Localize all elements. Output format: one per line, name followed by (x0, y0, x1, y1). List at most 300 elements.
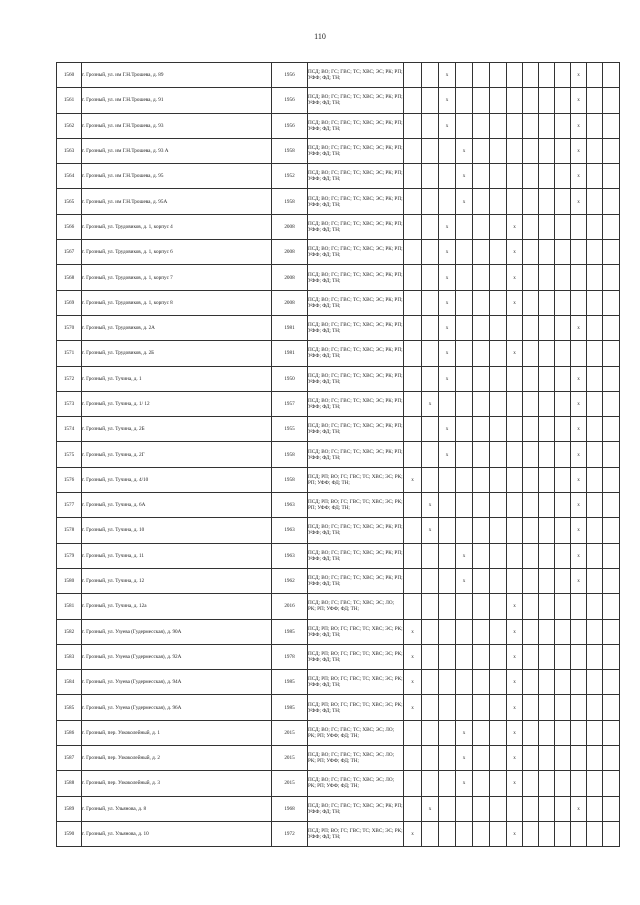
address-cell: г. Грозный, ул. им Г.Н.Трошева, д. 93 А (82, 138, 272, 163)
mark-cell (404, 417, 422, 442)
mark-cell (490, 214, 507, 239)
mark-cell (473, 391, 490, 416)
mark-cell (523, 138, 539, 163)
mark-cell (473, 214, 490, 239)
mark-cell (523, 88, 539, 113)
mark-cell (587, 594, 603, 619)
year-cell: 1962 (272, 568, 308, 593)
mark-cell: x (456, 164, 473, 189)
mark-cell (422, 695, 439, 720)
mark-cell (439, 771, 456, 796)
mark-cell (456, 442, 473, 467)
mark-cell (587, 644, 603, 669)
address-cell: г. Грозный, ул. Тучина, д. 2Г (82, 442, 272, 467)
row-number: 1581 (57, 594, 82, 619)
mark-cell (603, 467, 620, 492)
row-number: 1570 (57, 315, 82, 340)
mark-cell (422, 619, 439, 644)
mark-cell (539, 366, 555, 391)
mark-cell (507, 391, 523, 416)
mark-cell (523, 796, 539, 821)
year-cell: 1955 (272, 417, 308, 442)
services-cell: ПСД; ВО; ГС; ГВС; ТС; ХВС; ЭС; РК; РП; УФФ; ФД; ТН; (308, 315, 404, 340)
table-row (57, 391, 620, 416)
table-row (57, 341, 620, 366)
mark-cell (587, 391, 603, 416)
mark-cell (571, 771, 587, 796)
year-cell: 1958 (272, 467, 308, 492)
year-cell: 2008 (272, 290, 308, 315)
mark-cell (422, 720, 439, 745)
row-number: 1560 (57, 63, 82, 88)
table-row (57, 720, 620, 745)
mark-cell: x (439, 265, 456, 290)
table-row (57, 543, 620, 568)
mark-cell (439, 746, 456, 771)
mark-cell (473, 493, 490, 518)
mark-cell (422, 265, 439, 290)
services-cell: ПСД; РП; ВО; ГС; ГВС; ТС; ХВС; ЭС; РК; УФФ; ФД; ТН; (308, 821, 404, 846)
mark-cell (587, 341, 603, 366)
mark-cell (571, 594, 587, 619)
mark-cell: x (571, 63, 587, 88)
services-cell: ПСД; ВО; ГС; ГВС; ТС; ХВС; ЭС; РК; РП; УФФ; ФД; ТН; (308, 417, 404, 442)
mark-cell (456, 366, 473, 391)
table-row (57, 568, 620, 593)
mark-cell (439, 796, 456, 821)
mark-cell (571, 240, 587, 265)
mark-cell (523, 63, 539, 88)
mark-cell (404, 240, 422, 265)
services-cell: ПСД; ВО; ГС; ГВС; ТС; ХВС; ЭС; ЛО; РК; РП; УФФ; ФД; ТН; (308, 594, 404, 619)
mark-cell (473, 442, 490, 467)
mark-cell (473, 113, 490, 138)
mark-cell (404, 290, 422, 315)
mark-cell (456, 290, 473, 315)
mark-cell (404, 442, 422, 467)
mark-cell (490, 391, 507, 416)
mark-cell (603, 341, 620, 366)
row-number: 1564 (57, 164, 82, 189)
mark-cell (507, 63, 523, 88)
mark-cell (555, 821, 571, 846)
table-row (57, 467, 620, 492)
mark-cell (507, 138, 523, 163)
address-cell: г. Грозный, ул. Тучина, д. 1/ 12 (82, 391, 272, 416)
mark-cell (571, 341, 587, 366)
mark-cell (422, 138, 439, 163)
mark-cell: x (571, 543, 587, 568)
mark-cell (539, 720, 555, 745)
mark-cell (523, 695, 539, 720)
mark-cell (404, 138, 422, 163)
services-cell: ПСД; ВО; ГС; ГВС; ТС; ХВС; ЭС; ЛО; РК; РП; УФФ; ФД; ТН; (308, 771, 404, 796)
mark-cell: x (456, 720, 473, 745)
mark-cell (473, 594, 490, 619)
mark-cell: x (507, 265, 523, 290)
mark-cell (490, 821, 507, 846)
mark-cell (587, 467, 603, 492)
mark-cell (603, 315, 620, 340)
table-row (57, 113, 620, 138)
year-cell: 2015 (272, 720, 308, 745)
mark-cell (473, 644, 490, 669)
mark-cell: x (571, 442, 587, 467)
mark-cell (473, 290, 490, 315)
address-cell: г. Грозный, ул. Тучина, д. 12а (82, 594, 272, 619)
mark-cell (603, 240, 620, 265)
mark-cell: x (571, 366, 587, 391)
mark-cell (555, 771, 571, 796)
mark-cell (523, 467, 539, 492)
mark-cell (523, 543, 539, 568)
mark-cell (555, 189, 571, 214)
row-number: 1589 (57, 796, 82, 821)
mark-cell (603, 214, 620, 239)
mark-cell (404, 543, 422, 568)
year-cell: 2008 (272, 214, 308, 239)
mark-cell (490, 417, 507, 442)
address-cell: г. Грозный, ул. Трудовиков, д. 1, корпус 4 (82, 214, 272, 239)
mark-cell (439, 467, 456, 492)
mark-cell (603, 771, 620, 796)
table-row (57, 644, 620, 669)
mark-cell (456, 341, 473, 366)
address-cell: г. Грозный, ул. Тучина, д. 10 (82, 518, 272, 543)
address-cell: г. Грозный, ул. Тучина, д. 4/10 (82, 467, 272, 492)
table-row (57, 265, 620, 290)
table-row (57, 63, 620, 88)
mark-cell (490, 493, 507, 518)
mark-cell (507, 442, 523, 467)
mark-cell (571, 290, 587, 315)
mark-cell (539, 695, 555, 720)
mark-cell (571, 265, 587, 290)
mark-cell (404, 88, 422, 113)
mark-cell (603, 720, 620, 745)
mark-cell (539, 467, 555, 492)
mark-cell (490, 366, 507, 391)
mark-cell (422, 568, 439, 593)
mark-cell (473, 796, 490, 821)
mark-cell (490, 594, 507, 619)
mark-cell: x (404, 695, 422, 720)
mark-cell (507, 113, 523, 138)
address-cell: г. Грозный, ул. Узуева (Гудермесская), д. 90А (82, 619, 272, 644)
mark-cell: x (571, 518, 587, 543)
mark-cell (404, 568, 422, 593)
mark-cell (490, 796, 507, 821)
mark-cell (571, 619, 587, 644)
mark-cell (490, 113, 507, 138)
table-row (57, 88, 620, 113)
row-number: 1563 (57, 138, 82, 163)
mark-cell (439, 821, 456, 846)
mark-cell (603, 63, 620, 88)
services-cell: ПСД; ВО; ГС; ГВС; ТС; ХВС; ЭС; РК; РП; УФФ; ФД; ТН; (308, 88, 404, 113)
row-number: 1586 (57, 720, 82, 745)
address-cell: г. Грозный, ул. Тучина, д. 11 (82, 543, 272, 568)
mark-cell (603, 695, 620, 720)
address-cell: г. Грозный, ул. Трудовиков, д. 2А (82, 315, 272, 340)
mark-cell (571, 746, 587, 771)
mark-cell (603, 493, 620, 518)
year-cell: 2016 (272, 594, 308, 619)
mark-cell (456, 63, 473, 88)
mark-cell (490, 543, 507, 568)
mark-cell (555, 695, 571, 720)
mark-cell (539, 543, 555, 568)
mark-cell (473, 720, 490, 745)
table-row (57, 493, 620, 518)
mark-cell: x (571, 164, 587, 189)
mark-cell (404, 341, 422, 366)
year-cell: 1963 (272, 518, 308, 543)
mark-cell (507, 493, 523, 518)
mark-cell (603, 290, 620, 315)
mark-cell (456, 695, 473, 720)
year-cell: 2008 (272, 240, 308, 265)
mark-cell (539, 670, 555, 695)
mark-cell (587, 164, 603, 189)
mark-cell (587, 771, 603, 796)
mark-cell: x (439, 113, 456, 138)
mark-cell: x (507, 240, 523, 265)
mark-cell (523, 113, 539, 138)
mark-cell (603, 417, 620, 442)
year-cell: 1956 (272, 88, 308, 113)
row-number: 1577 (57, 493, 82, 518)
year-cell: 1978 (272, 644, 308, 669)
mark-cell (603, 644, 620, 669)
mark-cell (539, 644, 555, 669)
mark-cell (404, 63, 422, 88)
mark-cell (603, 366, 620, 391)
mark-cell (422, 189, 439, 214)
mark-cell (439, 543, 456, 568)
mark-cell (422, 594, 439, 619)
mark-cell (422, 366, 439, 391)
mark-cell (507, 543, 523, 568)
services-cell: ПСД; ВО; ГС; ГВС; ТС; ХВС; ЭС; РК; РП; УФФ; ФД; ТН; (308, 290, 404, 315)
mark-cell: x (507, 341, 523, 366)
mark-cell (523, 644, 539, 669)
mark-cell: x (571, 113, 587, 138)
services-cell: ПСД; ВО; ГС; ГВС; ТС; ХВС; ЭС; РК; РП; УФФ; ФД; ТН; (308, 518, 404, 543)
mark-cell (439, 493, 456, 518)
mark-cell (439, 138, 456, 163)
mark-cell (473, 746, 490, 771)
mark-cell: x (571, 467, 587, 492)
mark-cell (422, 821, 439, 846)
mark-cell: x (571, 417, 587, 442)
table-row (57, 771, 620, 796)
mark-cell (404, 771, 422, 796)
table-row (57, 315, 620, 340)
mark-cell (539, 341, 555, 366)
mark-cell (456, 796, 473, 821)
mark-cell (473, 619, 490, 644)
mark-cell (603, 518, 620, 543)
mark-cell: x (404, 821, 422, 846)
mark-cell (404, 493, 422, 518)
year-cell: 1952 (272, 164, 308, 189)
mark-cell (587, 138, 603, 163)
mark-cell (456, 315, 473, 340)
address-cell: г. Грозный, ул. Ульянова, д. 10 (82, 821, 272, 846)
address-cell: г. Грозный, ул. им Г.Н.Трошева, д. 95 (82, 164, 272, 189)
mark-cell (490, 518, 507, 543)
mark-cell (603, 568, 620, 593)
mark-cell (473, 265, 490, 290)
mark-cell (422, 214, 439, 239)
mark-cell (587, 366, 603, 391)
mark-cell (523, 366, 539, 391)
mark-cell: x (456, 771, 473, 796)
mark-cell (456, 467, 473, 492)
mark-cell (603, 543, 620, 568)
mark-cell (539, 113, 555, 138)
mark-cell (439, 594, 456, 619)
mark-cell (587, 543, 603, 568)
mark-cell (473, 467, 490, 492)
table-row (57, 821, 620, 846)
services-cell: ПСД; РП; ВО; ГС; ГВС; ТС; ХВС; ЭС; РК; РП; УФФ; ФД; ТН; (308, 467, 404, 492)
mark-cell (490, 746, 507, 771)
mark-cell (523, 391, 539, 416)
mark-cell (490, 88, 507, 113)
address-cell: г. Грозный, ул. Узуева (Гудермесская), д. 94А (82, 670, 272, 695)
mark-cell (555, 796, 571, 821)
mark-cell (473, 417, 490, 442)
mark-cell (404, 391, 422, 416)
mark-cell (539, 265, 555, 290)
mark-cell (422, 467, 439, 492)
mark-cell: x (507, 619, 523, 644)
row-number: 1580 (57, 568, 82, 593)
mark-cell (603, 113, 620, 138)
mark-cell (490, 240, 507, 265)
mark-cell (523, 240, 539, 265)
mark-cell (555, 88, 571, 113)
table-row (57, 366, 620, 391)
year-cell: 1958 (272, 138, 308, 163)
mark-cell (422, 417, 439, 442)
table-row (57, 138, 620, 163)
mark-cell (507, 796, 523, 821)
row-number: 1583 (57, 644, 82, 669)
mark-cell (523, 442, 539, 467)
mark-cell: x (439, 290, 456, 315)
mark-cell (587, 88, 603, 113)
mark-cell (404, 315, 422, 340)
mark-cell (555, 63, 571, 88)
mark-cell (422, 543, 439, 568)
address-cell: г. Грозный, ул. им Г.Н.Трошева, д. 89 (82, 63, 272, 88)
mark-cell (422, 670, 439, 695)
year-cell: 1957 (272, 391, 308, 416)
mark-cell: x (571, 568, 587, 593)
mark-cell (523, 493, 539, 518)
mark-cell (456, 644, 473, 669)
mark-cell (587, 568, 603, 593)
mark-cell (603, 594, 620, 619)
mark-cell (473, 821, 490, 846)
row-number: 1572 (57, 366, 82, 391)
mark-cell (539, 88, 555, 113)
mark-cell (571, 720, 587, 745)
mark-cell (571, 670, 587, 695)
mark-cell (523, 821, 539, 846)
mark-cell (555, 240, 571, 265)
mark-cell (473, 240, 490, 265)
address-cell: г. Грозный, ул. Тучина, д. 6А (82, 493, 272, 518)
mark-cell (603, 265, 620, 290)
address-cell: г. Грозный, ул. Трудовиков, д. 1, корпус 6 (82, 240, 272, 265)
year-cell: 2015 (272, 746, 308, 771)
mark-cell (523, 619, 539, 644)
mark-cell (603, 189, 620, 214)
row-number: 1590 (57, 821, 82, 846)
services-cell: ПСД; РП; ВО; ГС; ГВС; ТС; ХВС; ЭС; РК; УФФ; ФД; ТН; (308, 644, 404, 669)
mark-cell (523, 417, 539, 442)
mark-cell (404, 113, 422, 138)
mark-cell (507, 417, 523, 442)
mark-cell (490, 265, 507, 290)
mark-cell: x (422, 391, 439, 416)
mark-cell (523, 746, 539, 771)
mark-cell (539, 189, 555, 214)
mark-cell (490, 442, 507, 467)
mark-cell (523, 568, 539, 593)
mark-cell (571, 214, 587, 239)
mark-cell (473, 315, 490, 340)
address-cell: г. Грозный, пер. Узкоколейный, д. 1 (82, 720, 272, 745)
row-number: 1566 (57, 214, 82, 239)
mark-cell: x (507, 771, 523, 796)
mark-cell (539, 138, 555, 163)
mark-cell (490, 315, 507, 340)
mark-cell (587, 315, 603, 340)
mark-cell (422, 113, 439, 138)
table-row (57, 670, 620, 695)
mark-cell (422, 164, 439, 189)
mark-cell: x (456, 746, 473, 771)
mark-cell (603, 138, 620, 163)
mark-cell: x (439, 240, 456, 265)
mark-cell (473, 670, 490, 695)
mark-cell (539, 214, 555, 239)
mark-cell (456, 88, 473, 113)
mark-cell (539, 240, 555, 265)
mark-cell (490, 720, 507, 745)
mark-cell (539, 290, 555, 315)
mark-cell (555, 493, 571, 518)
mark-cell (490, 290, 507, 315)
mark-cell: x (507, 695, 523, 720)
row-number: 1567 (57, 240, 82, 265)
mark-cell (490, 568, 507, 593)
row-number: 1565 (57, 189, 82, 214)
address-cell: г. Грозный, пер. Узкоколейный, д. 3 (82, 771, 272, 796)
year-cell: 1985 (272, 695, 308, 720)
mark-cell (539, 619, 555, 644)
mark-cell (523, 771, 539, 796)
mark-cell: x (404, 644, 422, 669)
services-cell: ПСД; РП; ВО; ГС; ГВС; ТС; ХВС; ЭС; РК; УФФ; ФД; ТН; (308, 670, 404, 695)
mark-cell (507, 189, 523, 214)
mark-cell (404, 796, 422, 821)
